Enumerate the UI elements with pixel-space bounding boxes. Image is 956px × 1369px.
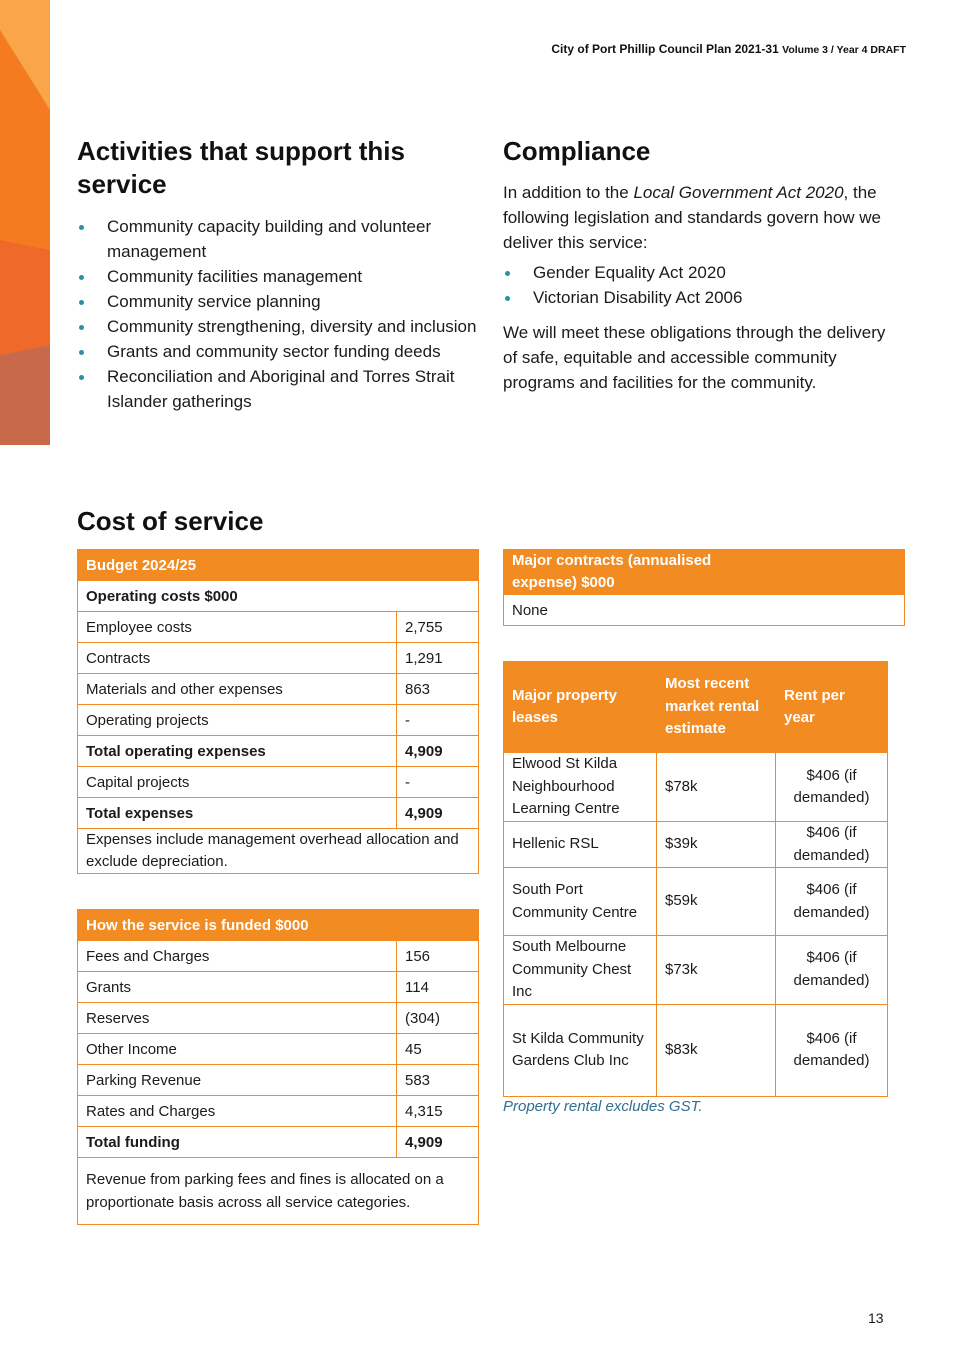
lease-name: St Kilda Community Gardens Club Inc bbox=[504, 1004, 657, 1096]
table-row bbox=[78, 798, 479, 829]
row-label: Rates and Charges bbox=[78, 1096, 397, 1127]
row-label: Employee costs bbox=[78, 612, 397, 643]
lease-rent: $406 (if demanded) bbox=[776, 1004, 888, 1096]
table-row bbox=[78, 736, 479, 767]
compliance-closing: We will meet these obligations through the delivery of safe, equitable and accessible community programs and facilities for the community. bbox=[503, 323, 886, 392]
lease-note: Property rental excludes GST. bbox=[503, 1098, 703, 1115]
contracts-header: Major contracts (annualised expense) $000 bbox=[504, 550, 784, 595]
list-item: Community strengthening, diversity and inclusion bbox=[77, 314, 487, 339]
list-item: Community facilities management bbox=[77, 264, 487, 289]
compliance-intro bbox=[503, 180, 903, 255]
lease-rent: $406 (if demanded) bbox=[776, 868, 888, 936]
lease-name: South Melbourne Community Chest Inc bbox=[504, 936, 657, 1005]
list-item: Community service planning bbox=[77, 289, 487, 314]
table-row bbox=[504, 1004, 888, 1096]
table-row bbox=[78, 705, 479, 736]
contracts-table bbox=[503, 549, 905, 626]
row-value: 583 bbox=[397, 1065, 479, 1096]
header-title: City of Port Phillip Council Plan 2021-31 bbox=[551, 42, 779, 56]
row-value: - bbox=[397, 705, 479, 736]
table-row bbox=[504, 868, 888, 936]
row-label: Grants bbox=[78, 972, 397, 1003]
lease-estimate: $73k bbox=[657, 936, 776, 1005]
row-label: Total funding bbox=[78, 1127, 397, 1158]
table-row bbox=[78, 643, 479, 674]
compliance-heading: Compliance bbox=[503, 136, 651, 166]
leases-table bbox=[503, 661, 888, 1097]
row-value: 4,315 bbox=[397, 1096, 479, 1127]
table-row bbox=[78, 612, 479, 643]
table-row bbox=[504, 753, 888, 822]
page-header bbox=[551, 42, 906, 56]
funding-header: How the service is funded $000 bbox=[78, 910, 397, 941]
table-row bbox=[504, 936, 888, 1005]
row-value: 1,291 bbox=[397, 643, 479, 674]
row-label: Other Income bbox=[78, 1034, 397, 1065]
intro-act: Local Government Act 2020 bbox=[633, 183, 844, 202]
row-value: 4,909 bbox=[397, 1127, 479, 1158]
table-row bbox=[78, 1065, 479, 1096]
table-row bbox=[78, 1003, 479, 1034]
row-label: Fees and Charges bbox=[78, 941, 397, 972]
row-value: 4,909 bbox=[397, 798, 479, 829]
row-value: (304) bbox=[397, 1003, 479, 1034]
lease-name: South Port Community Centre bbox=[504, 868, 657, 936]
budget-header: Budget 2024/25 bbox=[78, 550, 479, 581]
funding-table bbox=[77, 909, 479, 1225]
compliance-list bbox=[503, 260, 903, 310]
row-label: Total operating expenses bbox=[78, 736, 397, 767]
lease-rent: $406 (if demanded) bbox=[776, 753, 888, 822]
lease-estimate: $39k bbox=[657, 822, 776, 868]
lease-name: Elwood St Kilda Neighbourhood Learning Centre bbox=[504, 753, 657, 822]
leases-col-header: Major property leases bbox=[504, 662, 657, 753]
table-row bbox=[504, 822, 888, 868]
list-item: Victorian Disability Act 2006 bbox=[503, 285, 903, 310]
row-label: Total expenses bbox=[78, 798, 397, 829]
lease-estimate: $59k bbox=[657, 868, 776, 936]
page-number: 13 bbox=[868, 1310, 884, 1326]
table-row bbox=[78, 972, 479, 1003]
list-item: Community capacity building and volunteer management bbox=[77, 214, 487, 264]
header-subtitle: Volume 3 / Year 4 DRAFT bbox=[782, 44, 906, 56]
compliance-section bbox=[503, 135, 903, 395]
budget-table bbox=[77, 549, 479, 874]
row-label: Capital projects bbox=[78, 767, 397, 798]
budget-note: Expenses include management overhead allocation and exclude depreciation. bbox=[78, 829, 479, 874]
row-value: 114 bbox=[397, 972, 479, 1003]
table-row bbox=[78, 767, 479, 798]
funding-header-blank bbox=[397, 910, 479, 941]
activities-list bbox=[77, 214, 487, 414]
intro-prefix: In addition to the bbox=[503, 183, 634, 202]
row-label: Parking Revenue bbox=[78, 1065, 397, 1096]
funding-note: Revenue from parking fees and fines is allocated on a proportionate basis across all service categories. bbox=[78, 1158, 479, 1225]
row-label: Reserves bbox=[78, 1003, 397, 1034]
table-row bbox=[78, 1096, 479, 1127]
row-label: Materials and other expenses bbox=[78, 674, 397, 705]
lease-name: Hellenic RSL bbox=[504, 822, 657, 868]
row-value: 45 bbox=[397, 1034, 479, 1065]
list-item: Reconciliation and Aboriginal and Torres Strait Islander gatherings bbox=[77, 364, 487, 414]
leases-col-header: Most recent market rental estimate bbox=[657, 662, 776, 753]
row-value: 2,755 bbox=[397, 612, 479, 643]
row-label: Contracts bbox=[78, 643, 397, 674]
activities-heading: Activities that support this service bbox=[77, 136, 405, 199]
table-row bbox=[78, 1127, 479, 1158]
row-value: 156 bbox=[397, 941, 479, 972]
operating-costs-subheader: Operating costs $000 bbox=[78, 581, 479, 612]
row-value: 863 bbox=[397, 674, 479, 705]
leases-col-header: Rent per year bbox=[776, 662, 888, 753]
contracts-header-blank bbox=[784, 550, 905, 595]
row-value: 4,909 bbox=[397, 736, 479, 767]
lease-estimate: $78k bbox=[657, 753, 776, 822]
decorative-side-band bbox=[0, 0, 50, 445]
table-row bbox=[78, 674, 479, 705]
table-row bbox=[78, 941, 479, 972]
list-item: Gender Equality Act 2020 bbox=[503, 260, 903, 285]
cost-heading: Cost of service bbox=[77, 506, 264, 536]
lease-estimate: $83k bbox=[657, 1004, 776, 1096]
contracts-value: None bbox=[504, 595, 905, 626]
list-item: Grants and community sector funding deeds bbox=[77, 339, 487, 364]
table-row bbox=[78, 1034, 479, 1065]
activities-section bbox=[77, 135, 487, 414]
lease-rent: $406 (if demanded) bbox=[776, 936, 888, 1005]
intro-suffix: , the following legislation and standards govern how we deliver this service: bbox=[503, 183, 882, 252]
lease-rent: $406 (if demanded) bbox=[776, 822, 888, 868]
row-value: - bbox=[397, 767, 479, 798]
row-label: Operating projects bbox=[78, 705, 397, 736]
